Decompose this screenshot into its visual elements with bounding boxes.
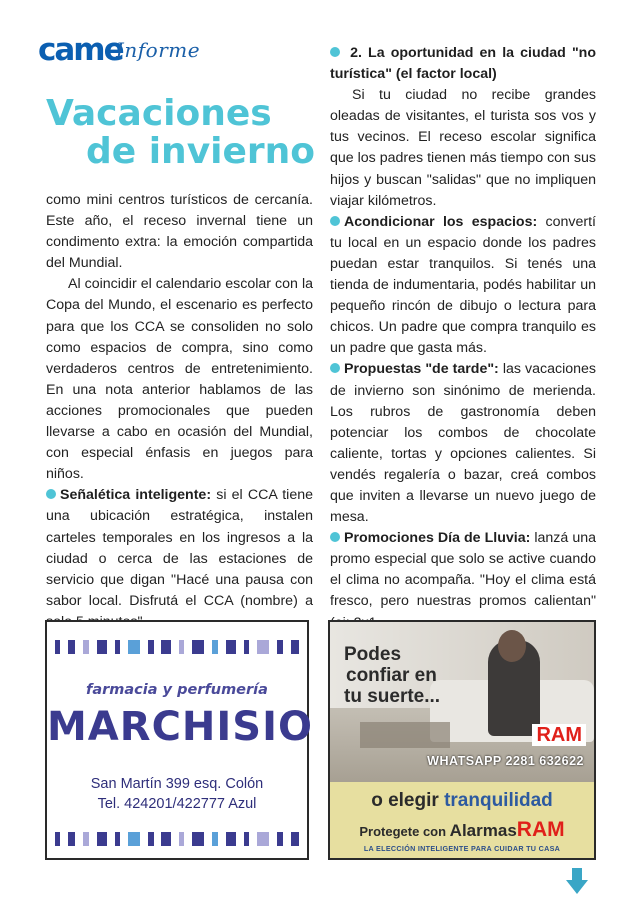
ad-bottom-band bbox=[330, 782, 594, 858]
decorative-stripes bbox=[55, 832, 299, 846]
bullet-text: las vacaciones de invierno son sinónimo de merienda. Los rubros de gastronomía deben potenciar los combos de chocolate caliente, tortas y opciones calientes. Si vendés regalería o bazar, creá combos que inviten a llevarse un nuevo juego de mesa. bbox=[330, 361, 596, 526]
arrow-down-icon[interactable] bbox=[566, 868, 588, 894]
ram-alarms-ad[interactable] bbox=[328, 620, 596, 860]
bullet-title: Propuestas "de tarde": bbox=[344, 361, 499, 378]
bullet-title: Promociones Día de Lluvia: bbox=[344, 530, 531, 547]
marchisio-ad[interactable] bbox=[45, 620, 313, 860]
bullet-title: Señalética inteligente: bbox=[60, 487, 212, 504]
paragraph: como mini centros turísticos de cercanía. Este año, el receso invernal tiene un condimento extra: la emoción compartida del Mundial. bbox=[46, 192, 313, 272]
ad-protect-line: Protegete con AlarmasRAM bbox=[359, 818, 565, 841]
bullet-item bbox=[330, 359, 596, 528]
bullet-title: Acondicionar los espacios: bbox=[344, 213, 538, 230]
circle-bullet-icon bbox=[46, 489, 56, 499]
bullet-item bbox=[330, 528, 596, 633]
right-column bbox=[330, 43, 596, 634]
article-title bbox=[46, 95, 326, 171]
paragraph: Al coincidir el calendario escolar con la Copa del Mundo, el escenario es perfecto para que los CCA se consoliden no solo como espacios de compra, sino como verdaderos centros de entretenimiento. En una nota anterior hablamos de las acciones promocionales que pueden llevarse a cabo en ocasión del Mundial, con especial énfasis en juegos para niños. bbox=[46, 276, 313, 483]
section-label: Informe bbox=[116, 38, 201, 62]
ad-headline: Podes confiar en tu suerte... bbox=[344, 644, 441, 707]
bullet-item bbox=[46, 485, 313, 633]
whatsapp-number: WHATSAPP 2281 632622 bbox=[427, 754, 584, 768]
title-line-1: Vacaciones bbox=[46, 93, 272, 134]
circle-bullet-icon bbox=[330, 47, 340, 57]
ram-logo: RAM bbox=[532, 724, 586, 746]
ad-contact bbox=[47, 774, 307, 814]
bullet-text: si el CCA tiene una ubicación estratégica, instalen carteles temporales en los ingresos a la ciudad o cerca de las estaciones de servicio que digan "Hacé una pausa con sabor local. Disfrutá el CCA (nombre) a bbox=[46, 487, 313, 609]
bullet-text: lanzá una promo especial que solo se active cuando el clima no acompaña. "Hoy el clima está fresco, pero nuestras promos calientan" bbox=[330, 530, 596, 610]
ad-tagline: o elegir tranquilidad bbox=[371, 790, 553, 811]
title-line-2: de invierno bbox=[86, 131, 316, 172]
bullet-text: convertí tu local en un espacio donde los padres puedan estar tranquilos. Si tenés una tienda de indumentaria, podés habilitar un pequeño rincón de dibujo o lectura para chicos. Un padre que compra tranquilo es un padre que gasta más. bbox=[330, 213, 596, 357]
ad-subtitle: farmacia y perfumería bbox=[86, 682, 268, 698]
logo-text: came bbox=[38, 32, 123, 68]
section-heading: 2. La oportunidad en la ciudad "no turística" (el factor local) bbox=[330, 45, 596, 83]
bullet-item bbox=[330, 212, 596, 360]
circle-bullet-icon bbox=[330, 532, 340, 542]
decorative-stripes bbox=[55, 640, 299, 654]
left-column bbox=[46, 190, 313, 633]
circle-bullet-icon bbox=[330, 216, 340, 226]
circle-bullet-icon bbox=[330, 363, 340, 373]
ad-address: San Martín 399 esq. Colón bbox=[90, 776, 264, 792]
ad-phone: Tel. 424201/422777 Azul bbox=[97, 796, 257, 812]
paragraph: Si tu ciudad no recibe grandes oleadas de visitantes, el turista sos vos y tus vecinos. El receso escolar significa que los padres tienen más tiempo con sus hijos y buscan "salidas" que no impliquen viajar kilómetros. bbox=[330, 87, 596, 209]
came-logo bbox=[38, 30, 201, 74]
ad-slogan: LA ELECCIÓN INTELIGENTE PARA CUIDAR TU CASA bbox=[363, 844, 561, 853]
ad-brand-name: MARCHISIO bbox=[47, 704, 313, 750]
